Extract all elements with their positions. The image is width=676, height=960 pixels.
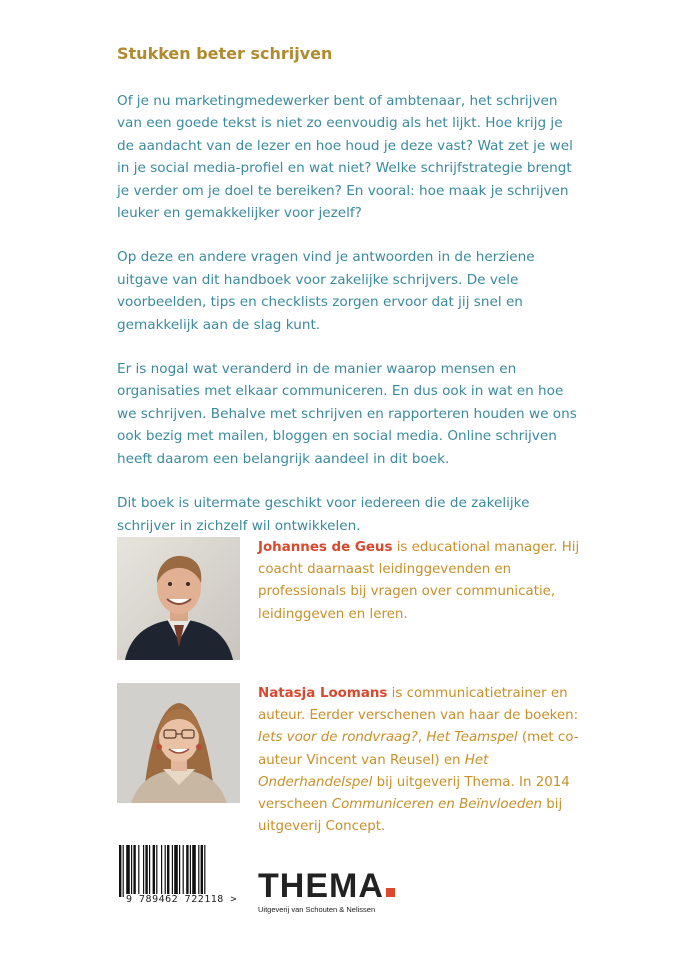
book-title: Stukken beter schrijven <box>117 44 333 63</box>
book-title-ref: Iets voor de rondvraag? <box>258 730 418 746</box>
logo-dot-icon <box>386 888 395 897</box>
author-bio-text: is educational manager. Hij coacht daarnaast leidinggevenden en professionals bij vragen over communicatie, leidinggeven en leren. <box>258 540 580 622</box>
publisher-name: THEMA <box>258 867 384 905</box>
barcode-bar <box>133 845 135 897</box>
author-bio-johannes <box>258 537 588 626</box>
author-bio-text: is communicatietrainer en auteur. Eerder verschenen van haar de boeken: <box>258 686 579 724</box>
book-title-ref: Het Teamspel <box>426 730 518 746</box>
author-photo-johannes <box>117 537 240 660</box>
barcode-bar <box>138 845 139 897</box>
barcode-bar <box>123 845 124 897</box>
barcode-bar <box>201 845 203 897</box>
blurb <box>117 90 577 559</box>
barcode-bar <box>183 845 184 897</box>
barcode-bar <box>156 845 157 897</box>
blurb-paragraph: Er is nogal wat veranderd in de manier waarop mensen en organisaties met elkaar communiceren. En dus ook in wat en hoe we schrijven. Behalve met schrijven en rapporteren houden we ons ook bezig met mailen, bloggen en social media. Online schrijven heeft daarom een belangrijk aandeel in dit boek. <box>117 361 577 467</box>
blurb-paragraph: Dit boek is uitermate geschikt voor iedereen die de zakelijke schrijver in zichzelf wil ontwikkelen. <box>117 495 530 534</box>
barcode-bar <box>165 845 166 897</box>
author-name: Natasja Loomans <box>258 686 388 701</box>
book-title-ref: Het Onderhandelspel <box>258 752 489 790</box>
barcode-bar <box>149 845 150 897</box>
blurb-paragraph: Of je nu marketingmedewerker bent of ambtenaar, het schrijven van een goede tekst is niet zo eenvoudig als het lijkt. Hoe krijg je de aandacht van de lezer en hoe houd je deze vast? Wat zet je wel in je social media-profiel en wat niet? Welke schrijfstrategie brengt je verder om je doel te bereiken? En vooral: hoe maak je schrijven leuker en gemakkelijker voor jezelf? <box>117 93 573 222</box>
publisher-subtitle: Uitgeverij van Schouten & Nelissen <box>258 905 376 914</box>
barcode-bar <box>198 845 199 897</box>
author-bio-text: bij uitgeverij Thema. In 2014 verscheen <box>258 774 570 813</box>
barcode-bar <box>172 845 173 897</box>
author-bio-natasja <box>258 683 588 838</box>
barcode-bar <box>167 845 169 897</box>
barcode-bar <box>126 845 130 897</box>
publisher-logo <box>258 867 395 914</box>
barcode-bar <box>145 845 147 897</box>
barcode-bar <box>153 845 155 897</box>
barcode-bar <box>204 845 205 897</box>
barcode-bar <box>174 845 178 897</box>
author-photo-natasja <box>117 683 240 803</box>
barcode-bar <box>190 845 191 897</box>
book-title-ref: Communiceren en Beïnvloeden <box>331 797 543 813</box>
barcode-bar <box>161 845 162 897</box>
barcode-bar <box>186 845 188 897</box>
barcode-bar <box>179 845 180 897</box>
author-name: Johannes de Geus <box>258 540 393 555</box>
author-bio-text: bij uitgeverij Concept. <box>258 797 563 835</box>
barcode-bar <box>131 845 132 897</box>
blurb-paragraph: Op deze en andere vragen vind je antwoorden in de herziene uitgave van dit handboek voor zakelijke schrijvers. De vele voorbeelden, tips en checklists zorgen ervoor dat jij snel en gemakkelijk aan de slag kunt. <box>117 249 535 333</box>
barcode-bar <box>143 845 144 897</box>
barcode-bar <box>119 845 121 897</box>
barcode-bar <box>192 845 196 897</box>
isbn-number: 9 789462 722118 > <box>126 894 237 905</box>
author-bio-text: (met co-auteur Vincent van Reusel) en <box>258 730 579 768</box>
author-bio-text: , <box>417 730 427 746</box>
